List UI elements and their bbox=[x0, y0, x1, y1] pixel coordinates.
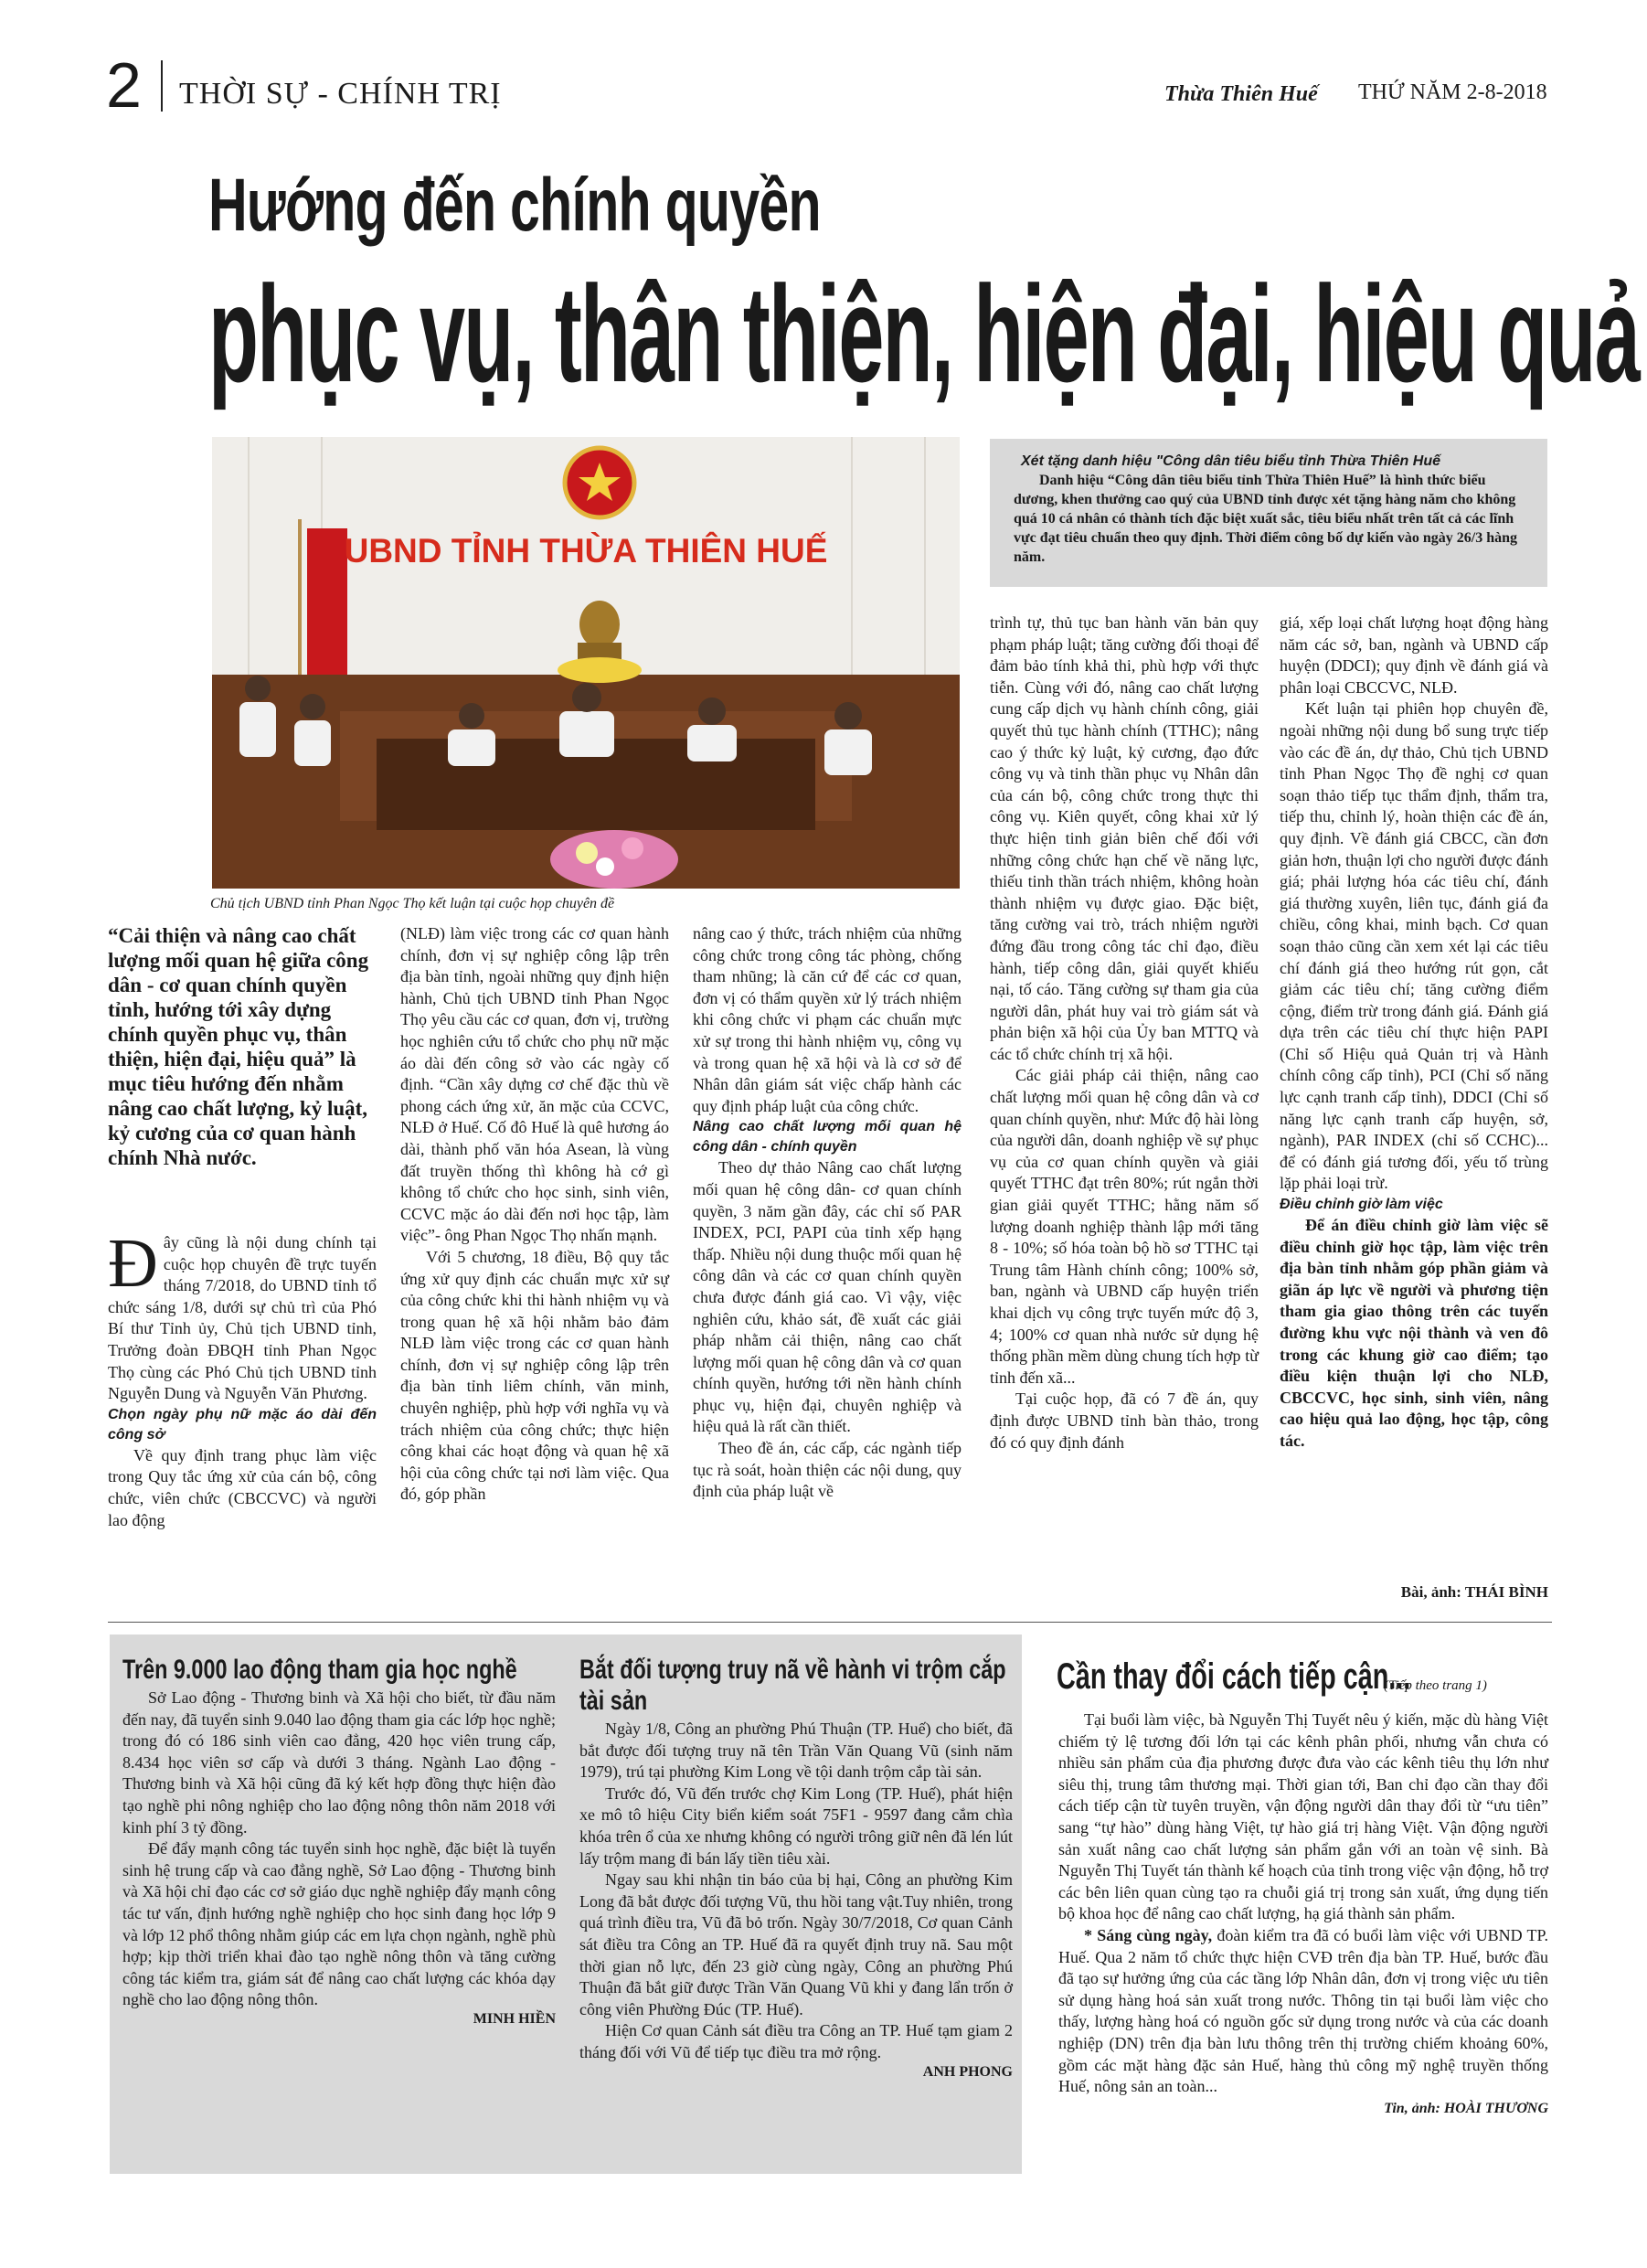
section-divider bbox=[108, 1622, 1552, 1623]
story-lead-in: * Sáng cùng ngày, bbox=[1084, 1925, 1213, 1944]
brief-paragraph: Ngay sau khi nhận tin báo của bị hại, Công an phường Kim Long đã bắt được đối tượng Vũ, thu hồi tang vật.Tuy nhiên, trong quá trình điều tra, Vũ đã bỏ trốn. Ngày 30/7/2018, Cơ quan Cảnh sát điều tra Công an TP. Huế đã ra quyết định truy nã. Sau một thời gian nỗ lực, đến 23 giờ cùng ngày, Công an phường Phú Thuận đã bắt giữ được Trần Văn Quang Vũ khi y đang lẩn trốn ở công viên Phường Đúc (TP. Huế). bbox=[579, 1870, 1013, 2018]
article-column-2 bbox=[400, 923, 669, 1506]
info-box-title: Xét tặng danh hiệu "Công dân tiêu biểu tỉnh Thừa Thiên Huế bbox=[1021, 453, 1440, 469]
brief-arrest bbox=[579, 1655, 1013, 2081]
brief-paragraph: Hiện Cơ quan Cảnh sát điều tra Công an TP. Huế tạm giam 2 tháng đối với Vũ để tiếp tục điều tra mở rộng. bbox=[579, 2021, 1013, 2061]
issue-date: THỨ NĂM 2-8-2018 bbox=[1358, 80, 1547, 104]
headline-line-2: phục vụ, thân thiện, hiện đại, hiệu quả bbox=[208, 257, 1639, 410]
article-column-5 bbox=[1280, 612, 1548, 1453]
headline-line-1: Hướng đến chính quyền bbox=[208, 164, 821, 247]
section-title: THỜI SỰ - CHÍNH TRỊ bbox=[179, 77, 502, 111]
article-column-3 bbox=[693, 923, 962, 1503]
article-lead: “Cải thiện và nâng cao chất lượng mối quan hệ giữa công dân - cơ quan chính quyền tỉnh, hướng tới xây dựng chính quyền phục vụ, thân thiện, hiện đại, hiệu quả” là mục tiêu hướng đến nhằm nâng cao chất lượng, kỷ luật, kỷ cương của cơ quan hành chính Nhà nước. bbox=[108, 924, 369, 1169]
col5-paragraph: giá, xếp loại chất lượng hoạt động hàng năm các sở, ban, ngành và UBND cấp huyện (DDCI); quy định về đánh giá và phân loại CBCCVC, NLĐ. bbox=[1280, 613, 1548, 697]
info-box-body: Danh hiệu “Công dân tiêu biểu tỉnh Thừa Thiên Huế” là hình thức biểu dương, khen thưởng cao quý của UBND tỉnh được xét tặng hàng năm cho không quá 10 cá nhân có thành tích đặc biệt xuất sắc, tiêu biểu nhất trên tất cả các lĩnh vực đạt tiêu chuẩn theo quy định. Thời điểm công bố dự kiến vào ngày 26/3 hàng năm. bbox=[1014, 473, 1518, 565]
info-box bbox=[990, 439, 1547, 587]
article-column-1 bbox=[108, 1225, 377, 1531]
bust bbox=[579, 601, 620, 648]
brief-paragraph: Trước đó, Vũ đến trước chợ Kim Long (TP. Huế), phát hiện xe mô tô hiệu City biển kiểm soát 75F1 - 9597 đang cắm chìa khóa trên ổ của xe nhưng không có người trông giữ nên đã lén lút lấy trộm mang đi bán lấy tiền tiêu xài. bbox=[579, 1784, 1013, 1868]
brief-title: Trên 9.000 lao động tham gia học nghề bbox=[122, 1655, 517, 1685]
page-number: 2 bbox=[106, 49, 142, 121]
col2-paragraph: (NLĐ) làm việc trong các cơ quan hành chính, đơn vị sự nghiệp công lập trên địa bàn tỉnh, ngoài những quy định hiện hành, Chủ tịch UBND tỉnh Phan Ngọc Thọ yêu cầu các cơ quan, đơn vị, trường học nghiên cứu tổ chức cho phụ nữ mặc áo dài đến công sở vào các ngày cố định. “Cần xây dựng cơ chế đặc thù về phong cách ứng xử, ăn mặc của CCVC, NLĐ ở Huế. Cố đô Huế là quê hương áo dài, thành phố văn hóa Asean, là vùng đất truyền thống thì không hà cớ gì không tổ chức cho học sinh, sinh viên, CCVC mặc áo dài đến nơi học tập, làm việc”- ông Phan Ngọc Thọ nhấn mạnh. bbox=[400, 924, 669, 1245]
brief-byline: ANH PHONG bbox=[922, 2063, 1013, 2080]
brief-body bbox=[122, 1688, 556, 2011]
brief-byline: MINH HIỀN bbox=[473, 2010, 556, 2027]
continued-story-title: Cần thay đổi cách tiếp cận... bbox=[1057, 1656, 1411, 1697]
brief-body bbox=[579, 1719, 1013, 2064]
continued-story-body bbox=[1058, 1709, 1548, 2119]
brief-title: Bắt đối tượng truy nã về hành vi trộm cắp tài sản bbox=[579, 1655, 1006, 1716]
col3-paragraph: nâng cao ý thức, trách nhiệm của những công chức trong công tác phòng, chống tham nhũng; là căn cứ để các cơ quan, đơn vị có thẩm quyền xử lý trách nhiệm khi công chức vi phạm các chuẩn mực xử sự trong thi hành nhiệm vụ, công vụ và trong quan hệ xã hội và là cơ sở để Nhân dân giám sát việc chấp hành các quy định pháp luật của công chức. bbox=[693, 924, 962, 1115]
col4-paragraph: trình tự, thủ tục ban hành văn bản quy phạm pháp luật; tăng cường đối thoại để đảm bảo tính khả thi, phù hợp với thực tiễn. Cùng với đó, nâng cao chất lượng cung cấp dịch vụ hành chính công, giải quyết thủ tục hành chính (TTHC); nâng cao ý thức kỷ luật, kỷ cương, đạo đức công vụ và tinh thần phục vụ Nhân dân của cán bộ, công chức trong thực thi công vụ. Kiên quyết, công khai xử lý thực hiện tinh giản biên chế đối với những công chức hạn chế về năng lực, thiếu tinh thần trách nhiệm, không hoàn thành nhiệm vụ được giao. Đặc biệt, tăng cường vai trò, trách nhiệm người đứng đầu trong công tác chỉ đạo, điều hành, tiếp công dân, giải quyết khiếu nại, tố cáo. Tăng cường sự tham gia của người dân, phát huy vai trò giám sát và phản biện xã hội của Ủy ban MTTQ và các tổ chức chính trị xã hội. bbox=[990, 613, 1259, 1063]
col3-paragraph: Theo dự thảo Nâng cao chất lượng mối quan hệ công dân- cơ quan chính quyền, 3 năm gần đây, các chỉ số PAR INDEX, PCI, PAPI của tỉnh xếp hạng thấp. Nhiều nội dung thuộc mối quan hệ công dân và các cơ quan chính quyền chưa được đánh giá cao. Vì vậy, việc nghiên cứu, khảo sát, đề xuất các giải pháp nhằm cải thiện, nâng cao chất lượng mối quan hệ công dân và cơ quan chính quyền, hướng tới nền hành chính phục vụ, hiện đại, chuyên nghiệp và hiệu quả là rất cần thiết. bbox=[693, 1158, 962, 1436]
subheading: Nâng cao chất lượng mối quan hệ công dân - chính quyền bbox=[693, 1119, 962, 1155]
meeting-photo bbox=[212, 437, 960, 889]
brief-vocational bbox=[122, 1655, 556, 2028]
brief-paragraph: Để đẩy mạnh công tác tuyển sinh học nghề, đặc biệt là tuyển sinh hệ trung cấp và cao đẳng nghề, Sở Lao động - Thương binh và Xã hội chỉ đạo các cơ sở giáo dục nghề nghiệp đẩy mạnh công tác tư vấn, định hướng nghề nghiệp cho học sinh đang học lớp 9 và lớp 12 phổ thông nhằm giúp các em lựa chọn ngành, nghề phù hợp; kịp thời triển khai đào tạo nghề nông thôn và tăng cường công tác kiểm tra, giám sát để nâng cao chất lượng các khóa dạy nghề cho lao động nông thôn. bbox=[122, 1839, 556, 2009]
subheading: Chọn ngày phụ nữ mặc áo dài đến công sở bbox=[108, 1406, 377, 1443]
header-divider bbox=[161, 60, 163, 112]
col1-paragraph: ây cũng là nội dung chính tại cuộc họp chuyên đề trực tuyến tháng 7/2018, do UBND tỉnh tổ chức sáng 1/8, dưới sự chủ trì của Phó Bí thư Tỉnh ủy, Chủ tịch UBND tỉnh, Trưởng đoàn ĐBQH tỉnh Phan Ngọc Thọ cùng các Phó Chủ tịch UBND tỉnh Nguyễn Dung và Nguyễn Văn Phương. bbox=[108, 1233, 377, 1403]
article-byline: Bài, ảnh: THÁI BÌNH bbox=[1400, 1583, 1548, 1601]
article-column-4 bbox=[990, 612, 1259, 1453]
col3-paragraph: Theo đề án, các cấp, các ngành tiếp tục rà soát, hoàn thiện các nội dung, quy định của pháp luật về bbox=[693, 1439, 962, 1501]
col1-paragraph: Về quy định trang phục làm việc trong Quy tắc ứng xử của cán bộ, công chức, viên chức (CBCCVC) và người lao động bbox=[108, 1445, 377, 1529]
brief-paragraph: Sở Lao động - Thương binh và Xã hội cho biết, từ đầu năm đến nay, đã tuyển sinh 9.040 lao động tham gia các lớp học nghề; trong đó có 186 sinh viên cao đẳng, 420 học viên trung cấp, 8.434 học viên sơ cấp và dưới 3 tháng. Ngành Lao động - Thương binh và Xã hội cũng đã ký kết hợp đồng thực hiện đào tạo nghề phi nông nghiệp cho lao động nông thôn năm 2018 với kinh phí 3 tỷ đồng. bbox=[122, 1688, 556, 1837]
story-byline: Tin, ảnh: HOÀI THƯƠNG bbox=[1384, 2100, 1548, 2116]
story-paragraph: đoàn kiểm tra đã có buổi làm việc với UBND TP. Huế. Qua 2 năm tổ chức thực hiện CVĐ trên địa bàn TP. Huế, bước đầu đã tạo sự hưởng ứng của các tầng lớp Nhân dân, đơn vị trong việc ưu tiên sử dụng hàng hoá sản xuất trong nước. Thông tin tại buổi làm việc cho thấy, lượng hàng hoá có nguồn gốc sử dụng trong nước và của các doanh nghiệp (DN) trên địa bàn lưu thông trên thị trường chiếm khoảng 60%, gồm các mặt hàng đặc sản Huế, hàng thủ công mỹ nghệ truyền thống Huế, nông sản an toàn... bbox=[1058, 1925, 1548, 2096]
drop-cap: Đ bbox=[108, 1225, 158, 1302]
col4-paragraph: Tại cuộc họp, đã có 7 đề án, quy định được UBND tỉnh bàn thảo, trong đó có quy định đánh bbox=[990, 1390, 1259, 1452]
paper-name: Thừa Thiên Huế bbox=[1164, 82, 1318, 106]
col5-paragraph: Để án điều chỉnh giờ làm việc sẽ điều chỉnh giờ học tập, làm việc trên địa bàn tỉnh nhằm góp phần giảm và giãn áp lực về người và phương tiện tham gia giao thông trên các tuyến đường khu vực nội thành và ven đô trong các khung giờ cao điểm; tạo điều kiện thuận lợi cho NLĐ, CBCCVC, học sinh, sinh viên, nâng cao hiệu quả lao động, học tập, công tác. bbox=[1280, 1216, 1548, 1450]
col5-paragraph: Kết luận tại phiên họp chuyên đề, ngoài những nội dung bổ sung trực tiếp vào các đề án, dự thảo, Chủ tịch UBND tỉnh Phan Ngọc Thọ đề nghị cơ quan soạn thảo tiếp tục thẩm định, thẩm tra, tiếp thu, chỉnh lý, hoàn thiện các đề án, quy định. Về đánh giá CBCC, cần đơn giản hơn, thuận lợi cho người được đánh giá; phải lượng hóa các tiêu chí, đánh giá thường xuyên, liên tục, đánh giá đa chiều, công khai, minh bạch. Cơ quan soạn thảo cũng cần xem xét lại các tiêu chí đánh giá theo hướng rút gọn, cắt giảm các tiêu chí; tăng cường điểm cộng, điểm trừ trong đánh giá. Đánh giá dựa trên các tiêu chí thực hiện PAPI (Chỉ số Hiệu quả Quản trị và Hành chính công cấp tỉnh), PCI (Chỉ số năng lực cạnh tranh cấp tỉnh), DDCI (Chỉ số năng lực cạnh tranh cấp huyện, sở, ngành), PAR INDEX (chỉ số CCHC)... để có đánh giá tương đối, yếu tố trùng lặp phải loại trừ. bbox=[1280, 699, 1548, 1193]
photo-banner: UBND TỈNH THỪA THIÊN HUẾ bbox=[344, 532, 828, 570]
col4-paragraph: Các giải pháp cải thiện, nâng cao chất lượng mối quan hệ công dân và cơ quan chính quyền, như: Mức độ hài lòng của người dân, doanh nghiệp về sự phục vụ của cơ quan chính quyền và giải quyết TTHC đạt trên 80%; rút ngắn thời gian giải quyết TTHC; hằng năm số lượng doanh nghiệp thành lập mới tăng 8 - 10%; số hóa toàn bộ hồ sơ TTHC tại Trung tâm Hành chính công; 100% sở, ban, ngành và UBND cấp huyện triển khai dịch vụ công trực tuyến mức độ 3, 4; 100% cơ quan nhà nước sử dụng hệ thống phần mềm dùng chung tích hợp từ tỉnh đến xã... bbox=[990, 1066, 1259, 1387]
subheading: Điều chỉnh giờ làm việc bbox=[1280, 1197, 1443, 1213]
brief-paragraph: Ngày 1/8, Công an phường Phú Thuận (TP. Huế) cho biết, đã bắt được đối tượng truy nã tên Trần Văn Quang Vũ (sinh năm 1979), trú tại phường Kim Long về tội danh trộm cắp tài sản. bbox=[579, 1720, 1013, 1782]
col2-paragraph: Với 5 chương, 18 điều, Bộ quy tắc ứng xử quy định các chuẩn mực xử sự của công chức khi thi hành nhiệm vụ và trong quan hệ xã hội nhằm bảo đảm NLĐ làm việc trong các cơ quan hành chính, đơn vị sự nghiệp công lập trên địa bàn tỉnh liêm chính, văn minh, chuyên nghiệp, phù hợp với nghĩa vụ và trách nhiệm của công chức; thực hiện công khai các hoạt động và quan hệ xã hội của công chức tại nơi làm việc. Qua đó, góp phần bbox=[400, 1247, 669, 1504]
photo-caption: Chủ tịch UBND tỉnh Phan Ngọc Thọ kết luận tại cuộc họp chuyên đề bbox=[210, 896, 615, 911]
continued-note: (Tiếp theo trang 1) bbox=[1384, 1678, 1487, 1693]
story-paragraph: Tại buổi làm việc, bà Nguyễn Thị Tuyết nêu ý kiến, mặc dù hàng Việt chiếm tỷ lệ tương đối lớn tại các kênh phân phối, nhưng vẫn chưa có nhiều sản phẩm của địa phương được đưa vào các kênh tiêu thụ lớn như siêu thị, trung tâm thương mại. Thời gian tới, Ban chỉ đạo cần thay đổi cách tiếp cận từ tuyên truyền, vận động người dân thay đổi từ “ưu tiên” sang “tự hào” dùng hàng Việt, tự hào giá trị hàng Việt. Vận động người sản xuất nâng cao chất lượng sản phẩm gắn với an toàn vệ sinh. Bà Nguyễn Thị Tuyết tán thành kế hoạch của tỉnh trong việc vận động, hỗ trợ các bên liên quan cùng tạo ra chuỗi giá trị trong sản xuất, ứng dụng tiến bộ khoa học để nâng cao chất lượng, hạ giá thành sản phẩm. bbox=[1058, 1710, 1548, 1923]
